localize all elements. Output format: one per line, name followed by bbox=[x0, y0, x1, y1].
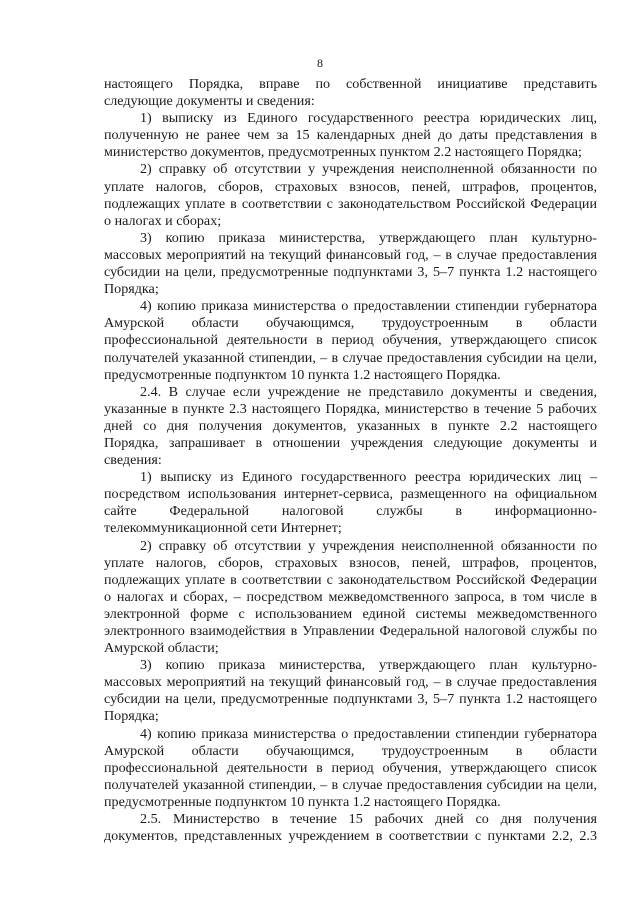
paragraph bbox=[104, 469, 597, 537]
text-line: Амурской области обучающимся, трудоустроенным в области bbox=[104, 742, 597, 759]
text-line: Амурской области; bbox=[104, 640, 219, 657]
text-line: настоящего Порядка, вправе по собственной инициативе представить bbox=[104, 76, 597, 92]
text-line: 2) справку об отсутствии у учреждения неисполненной обязанности по bbox=[140, 161, 597, 178]
text-line: подлежащих уплате в соответствии с законодательством Российской Федерации bbox=[104, 571, 597, 588]
text-line: Порядка; bbox=[104, 708, 159, 725]
text-line: уплате налогов, сборов, страховых взносов, пеней, штрафов, процентов, bbox=[104, 178, 597, 195]
page-number: 8 bbox=[317, 56, 323, 70]
text-line: 2.4. В случае если учреждение не представило документы и сведения, bbox=[140, 383, 597, 400]
text-line: полученную не ранее чем за 15 календарных дней до даты представления в bbox=[104, 127, 597, 144]
paragraph bbox=[104, 110, 597, 161]
text-line: дней со дня получения документов, указанных в пункте 2.2 настоящего bbox=[104, 417, 597, 434]
text-line: электронной форме с использованием единой системы межведомственного bbox=[104, 605, 597, 622]
text-line: о налогах и сборах; bbox=[104, 212, 222, 229]
paragraph bbox=[104, 76, 597, 110]
paragraph bbox=[104, 538, 597, 658]
text-line: министерство документов, предусмотренных пунктом 2.2 настоящего Порядка; bbox=[104, 144, 582, 161]
paragraph bbox=[104, 384, 597, 469]
text-line: предусмотренные подпунктом 10 пункта 1.2 настоящего Порядка. bbox=[104, 793, 501, 810]
text-line: предусмотренные подпунктом 10 пункта 1.2 настоящего Порядка. bbox=[104, 366, 501, 383]
text-line: субсидии на цели, предусмотренные подпунктами 3, 5–7 пункта 1.2 настоящего bbox=[104, 691, 597, 708]
text-line: Амурской области обучающимся, трудоустроенным в области bbox=[104, 315, 597, 332]
text-line: 2.5. Министерство в течение 15 рабочих дней со дня получения bbox=[140, 811, 597, 828]
text-line: получателей указанной стипендии, – в случае предоставления субсидии на цели, bbox=[104, 349, 597, 366]
text-line: Порядка; bbox=[104, 281, 159, 298]
paragraph bbox=[104, 298, 597, 383]
text-line: 3) копию приказа министерства, утверждающего план культурно- bbox=[140, 229, 597, 246]
text-line: 4) копию приказа министерства о предоставлении стипендии губернатора bbox=[140, 725, 597, 742]
text-line: указанные в пункте 2.3 настоящего Порядка, министерство в течение 5 рабочих bbox=[104, 400, 597, 417]
text-line: сайте Федеральной налоговой службы в информационно- bbox=[104, 503, 597, 520]
text-line: 3) копию приказа министерства, утверждающего план культурно- bbox=[140, 657, 597, 674]
text-line: телекоммуникационной сети Интернет; bbox=[104, 520, 342, 537]
text-line: подлежащих уплате в соответствии с законодательством Российской Федерации bbox=[104, 195, 597, 212]
text-line: массовых мероприятий на текущий финансовый год, – в случае предоставления bbox=[104, 246, 597, 263]
text-line: документов, представленных учреждением в соответствии с пунктами 2.2, 2.3 bbox=[104, 828, 597, 845]
text-line: 4) копию приказа министерства о предоставлении стипендии губернатора bbox=[140, 298, 597, 315]
text-line: посредством использования интернет-сервиса, размещенного на официальном bbox=[104, 486, 597, 503]
paragraph bbox=[104, 657, 597, 725]
text-line: 1) выписку из Единого государственного реестра юридических лиц, bbox=[140, 110, 597, 127]
paragraph bbox=[104, 726, 597, 811]
text-line: о налогах и сборах, – посредством межведомственного запроса, в том числе в bbox=[104, 588, 597, 605]
text-line: профессиональной деятельности в период обучения, утверждающего список bbox=[104, 759, 597, 776]
text-line: массовых мероприятий на текущий финансовый год, – в случае предоставления bbox=[104, 674, 597, 691]
paragraph bbox=[104, 230, 597, 298]
text-line: следующие документы и сведения: bbox=[104, 93, 315, 110]
text-line: 2) справку об отсутствии у учреждения неисполненной обязанности по bbox=[140, 537, 597, 554]
text-line: 1) выписку из Единого государственного реестра юридических лиц – bbox=[140, 469, 597, 486]
paragraph bbox=[104, 811, 597, 845]
text-line: сведения: bbox=[104, 452, 162, 469]
text-line: электронного взаимодействия в Управлении Федеральной налоговой службы по bbox=[104, 623, 597, 639]
text-line: Порядка, запрашивает в отношении учреждения следующие документы и bbox=[104, 434, 597, 451]
text-line: профессиональной деятельности в период обучения, утверждающего список bbox=[104, 332, 597, 349]
text-line: уплате налогов, сборов, страховых взносов, пеней, штрафов, процентов, bbox=[104, 554, 597, 571]
text-line: получателей указанной стипендии, – в случае предоставления субсидии на цели, bbox=[104, 776, 597, 793]
paragraph bbox=[104, 161, 597, 229]
document-body bbox=[104, 76, 597, 845]
text-line: субсидии на цели, предусмотренные подпунктами 3, 5–7 пункта 1.2 настоящего bbox=[104, 264, 597, 281]
